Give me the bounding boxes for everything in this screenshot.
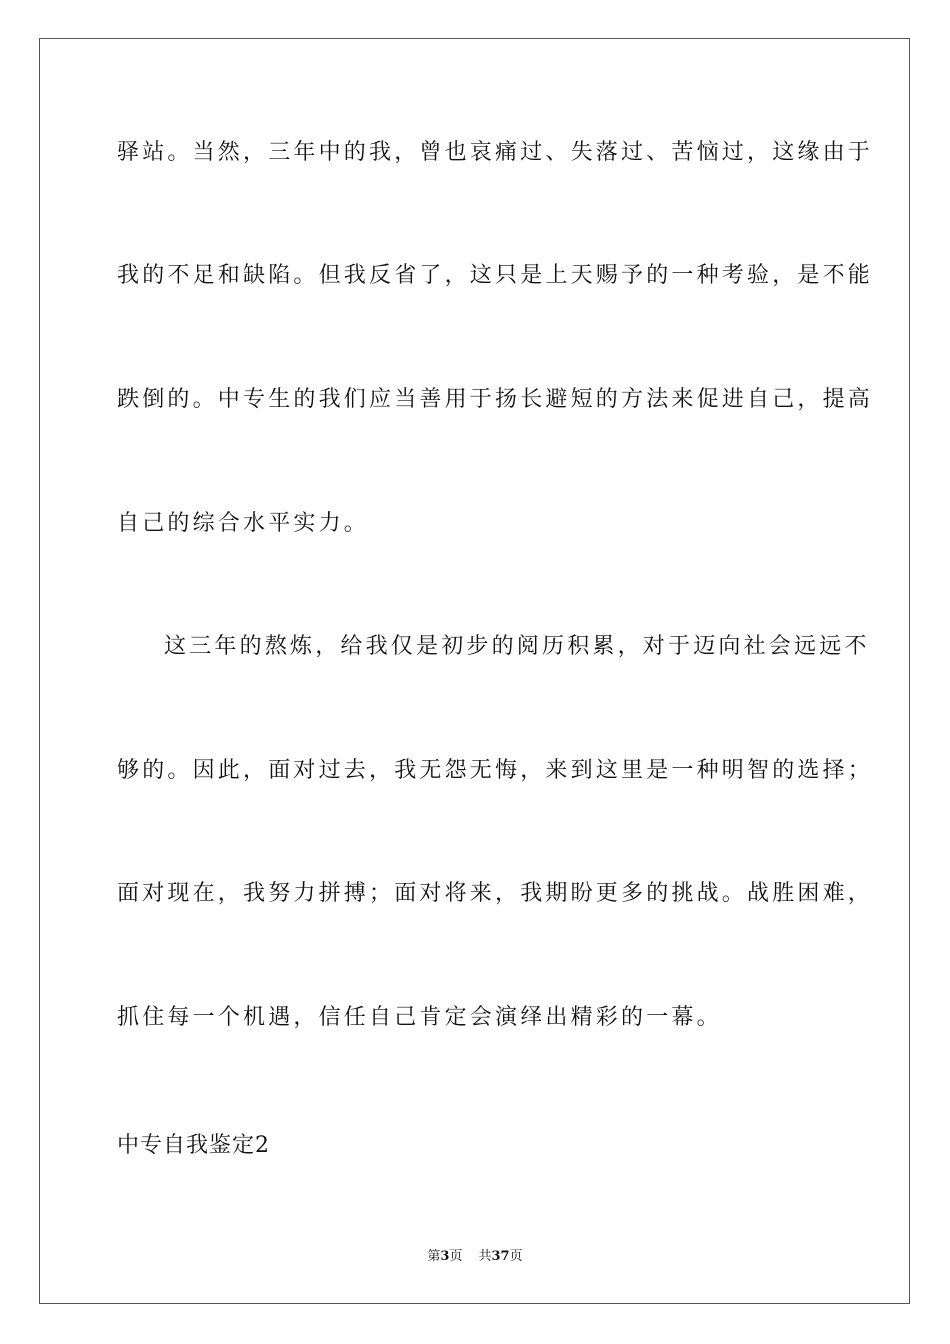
footer-total-prefix: 共	[478, 1249, 492, 1264]
footer-page-suffix: 页	[449, 1249, 463, 1264]
body-text-line: 自己的综合水平实力。	[117, 511, 370, 536]
footer-total-suffix: 页	[509, 1249, 523, 1264]
body-text-line: 够的。因此，面对过去，我无怨无悔，来到这里是一种明智的选择；	[117, 758, 874, 783]
body-text-line: 跌倒的。中专生的我们应当善用于扬长避短的方法来促进自己，提高	[117, 387, 874, 412]
footer-total-pages: 37	[491, 1249, 510, 1264]
page-footer	[0, 1248, 950, 1266]
footer-page-prefix: 第	[427, 1249, 441, 1264]
footer-page-number: 3	[440, 1249, 450, 1264]
paragraph-first-line: 这三年的熬炼，给我仅是初步的阅历积累，对于迈向社会远远不	[164, 634, 870, 659]
body-text-line: 我的不足和缺陷。但我反省了，这只是上天赐予的一种考验，是不能	[117, 263, 874, 288]
section-heading: 中专自我鉴定2	[117, 1133, 270, 1158]
body-text-line: 面对现在，我努力拼搏；面对将来，我期盼更多的挑战。战胜困难，	[117, 881, 874, 906]
body-text-line: 驿站。当然，三年中的我，曾也哀痛过、失落过、苦恼过，这缘由于	[117, 140, 874, 165]
page-frame	[39, 38, 910, 1304]
body-text-line: 抓住每一个机遇，信任自己肯定会演绎出精彩的一幕。	[117, 1005, 722, 1030]
